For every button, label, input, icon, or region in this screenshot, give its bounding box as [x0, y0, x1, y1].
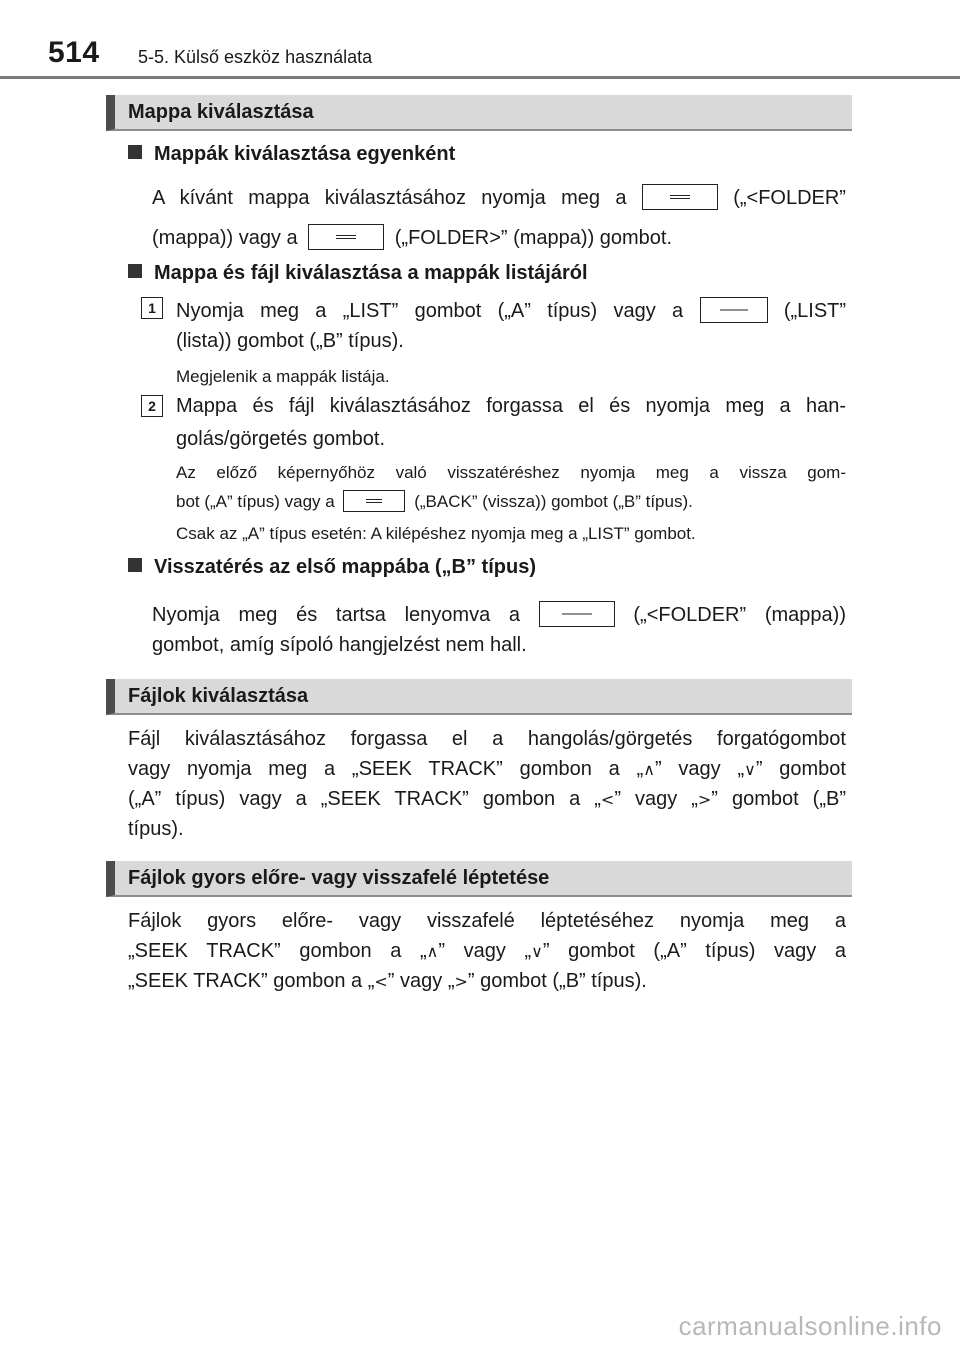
right-arrow-symbol: >: [697, 790, 712, 809]
section-title: Fájlok kiválasztása: [128, 685, 309, 707]
folder-down-button-icon: [642, 184, 718, 210]
step-number-badge: 2: [141, 395, 163, 417]
text-line: „SEEK TRACK” gombon a „<” vagy „>” gombot („B” típus).: [128, 970, 647, 992]
note-line: Az előző képernyőhöz való visszatéréshez nyomja meg a vissza gom-: [176, 463, 846, 482]
left-arrow-symbol: <: [374, 972, 388, 991]
subsection-heading: Mappa és fájl kiválasztása a mappák listájáról: [128, 262, 588, 285]
step-number-badge: 1: [141, 297, 163, 319]
watermark: carmanualsonline.info: [678, 1311, 942, 1341]
header-rule: [0, 76, 960, 79]
note-line: bot („A” típus) vagy a („BACK” (vissza)) gombot („B” típus).: [176, 492, 693, 511]
note-line: Csak az „A” típus esetén: A kilépéshez nyomja meg a „LIST” gombot.: [176, 524, 696, 543]
section-title-bar: [106, 679, 852, 715]
list-button-icon: [700, 297, 768, 323]
left-arrow-symbol: <: [600, 790, 615, 809]
up-arrow-symbol: ∧: [426, 942, 439, 961]
section-title-bar: [106, 861, 852, 897]
text-line: A kívánt mappa kiválasztásához nyomja meg a („<FOLDER”: [152, 184, 846, 210]
down-arrow-symbol: ∨: [531, 942, 543, 961]
subsection-heading: Visszatérés az első mappába („B” típus): [128, 556, 536, 579]
text-line: gombot, amíg sípoló hangjelzést nem hall.: [152, 634, 527, 656]
text-line: („A” típus) vagy a „SEEK TRACK” gombon a „<” vagy „>” gombot („B”: [128, 788, 846, 810]
section-title-bar: [106, 95, 852, 131]
section-title: Mappa kiválasztása: [128, 101, 314, 123]
text-line: Nyomja meg és tartsa lenyomva a („<FOLDER” (mappa)): [152, 601, 846, 627]
text-line: golás/görgetés gombot.: [176, 428, 386, 450]
note-line: Megjelenik a mappák listája.: [176, 367, 390, 386]
section-title: Fájlok gyors előre- vagy visszafelé léptetése: [128, 867, 550, 889]
bullet-square-icon: [128, 558, 142, 572]
text-line: Mappa és fájl kiválasztásához forgassa el és nyomja meg a han-: [176, 395, 846, 417]
back-button-icon: [343, 490, 405, 512]
up-arrow-symbol: ∧: [643, 760, 655, 779]
running-head: 5-5. Külső eszköz használata: [138, 47, 373, 67]
text-line: Fájl kiválasztásához forgassa el a hangolás/görgetés forgatógombot: [128, 728, 846, 750]
text-line: Nyomja meg a „LIST” gombot („A” típus) vagy a („LIST”: [176, 297, 846, 323]
page-number: 514: [48, 36, 100, 69]
text-line: (lista)) gombot („B” típus).: [176, 330, 404, 352]
text-line: „SEEK TRACK” gombon a „∧” vagy „∨” gombot („A” típus) vagy a: [128, 940, 846, 962]
folder-down-button-icon: [539, 601, 615, 627]
subsection-heading: Mappák kiválasztása egyenként: [128, 143, 455, 166]
bullet-square-icon: [128, 145, 142, 159]
text-line: (mappa)) vagy a („FOLDER>” (mappa)) gombot.: [152, 224, 672, 250]
text-line: vagy nyomja meg a „SEEK TRACK” gombon a „∧” vagy „∨” gombot: [128, 758, 846, 780]
text-line: típus).: [128, 818, 184, 840]
bullet-square-icon: [128, 264, 142, 278]
right-arrow-symbol: >: [454, 972, 468, 991]
down-arrow-symbol: ∨: [744, 760, 756, 779]
text-line: Fájlok gyors előre- vagy visszafelé léptetéséhez nyomja meg a: [128, 910, 846, 932]
folder-up-button-icon: [308, 224, 384, 250]
